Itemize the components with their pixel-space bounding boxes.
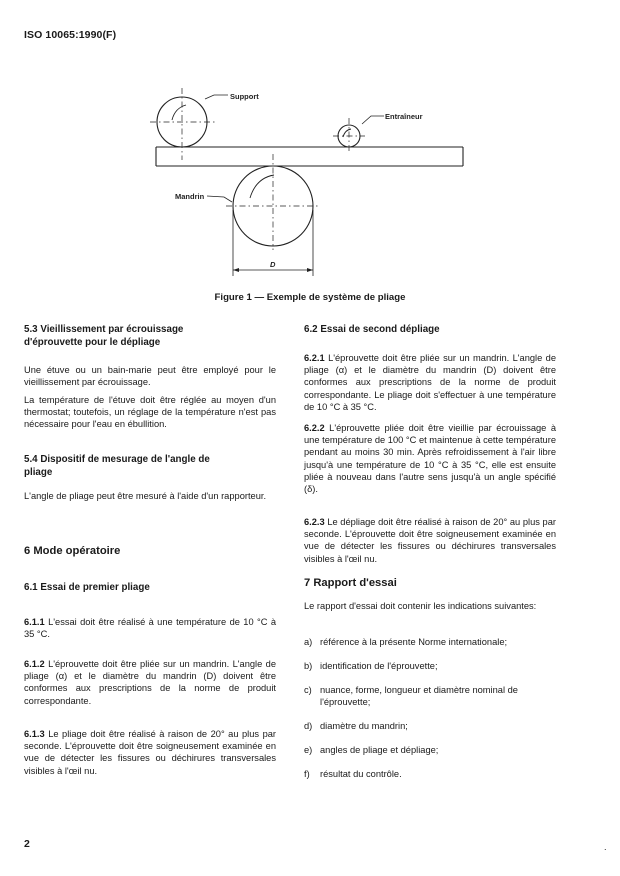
clause-6-2-3: 6.2.3 Le dépliage doit être réalisé à raison de 20° au plus par seconde. L'éprouvette doit être soigneusement examinée en vue de détecter les fissures ou déchirures transversales visibles à l'œil nu. <box>304 517 556 564</box>
list-item: d) diamètre du mandrin; <box>304 721 408 731</box>
clause-6-1-1: 6.1.1 L'essai doit être réalisé à une température de 10 °C à 35 °C. <box>24 617 276 640</box>
section-5-3-title: 5.3 Vieillissement par écrouissage d'éprouvette pour le dépliage <box>24 324 184 348</box>
page-mark: . <box>604 842 607 852</box>
section-5-4-title: 5.4 Dispositif de mesurage de l'angle de pliage <box>24 454 210 478</box>
clause-6-2-1: 6.2.1 L'éprouvette doit être pliée sur un mandrin. L'angle de pliage (α) et le diamètre du mandrin (D) doivent être conformes aux prescriptions de la norme de produit correspondante. Le pliage doit s'effectuer à une température de 10 °C à 35 °C. <box>304 353 556 412</box>
section-7-intro: Le rapport d'essai doit contenir les indications suivantes: <box>304 601 537 611</box>
section-7-title: 7 Rapport d'essai <box>304 577 397 589</box>
list-item: c) nuance, forme, longueur et diamètre nominal de l'éprouvette; <box>304 685 518 708</box>
section-5-3-para-2: La température de l'étuve doit être réglée au moyen d'un thermostat; toutefois, un réglage de la température n'est pas nécessaire pour l'eau en ébullition. <box>24 395 276 430</box>
section-5-4-para: L'angle de pliage peut être mesuré à l'aide d'un rapporteur. <box>24 491 267 501</box>
figure-caption: Figure 1 — Exemple de système de pliage <box>214 292 406 303</box>
diameter-label: D <box>270 260 276 269</box>
page-number: 2 <box>24 838 30 850</box>
section-6-2-title: 6.2 Essai de second dépliage <box>304 324 440 335</box>
standard-header: ISO 10065:1990(F) <box>24 29 117 41</box>
section-5-3-para-1: Une étuve ou un bain-marie peut être employé pour le vieillissement par écrouissage. <box>24 365 276 388</box>
bending-system-figure <box>0 0 620 295</box>
clause-6-2-2: 6.2.2 L'éprouvette pliée doit être vieillie par écrouissage à une température de 100 °C et maintenue à cette température pendant au moins 30 min. Après refroidissement à l'air libre jusqu'à une température de 10 °C à 35 °C, elle est ensuite pliée à nouveau dans l'autre sens jusqu'à un angle spécifié (δ). <box>304 423 556 495</box>
list-item: e) angles de pliage et dépliage; <box>304 745 439 755</box>
clause-6-1-3: 6.1.3 Le pliage doit être réalisé à raison de 20° au plus par seconde. L'éprouvette doit être soigneusement examinée en vue de détecter les fissures ou déchirures transversales visibles à l'œil nu. <box>24 729 277 776</box>
section-6-title: 6 Mode opératoire <box>24 545 121 557</box>
list-item: b) identification de l'éprouvette; <box>304 661 438 671</box>
entraineur-label: Entraîneur <box>385 112 423 121</box>
section-6-1-title: 6.1 Essai de premier pliage <box>24 582 150 593</box>
list-item: a) référence à la présente Norme internationale; <box>304 637 508 647</box>
list-item: f) résultat du contrôle. <box>304 769 402 779</box>
mandrin-label: Mandrin <box>175 192 205 201</box>
clause-6-1-2: 6.1.2 L'éprouvette doit être pliée sur un mandrin. L'angle de pliage (α) et le diamètre du mandrin (D) doivent être conformes aux prescriptions de la norme de produit correspondante. <box>24 659 276 706</box>
support-label: Support <box>230 92 259 101</box>
